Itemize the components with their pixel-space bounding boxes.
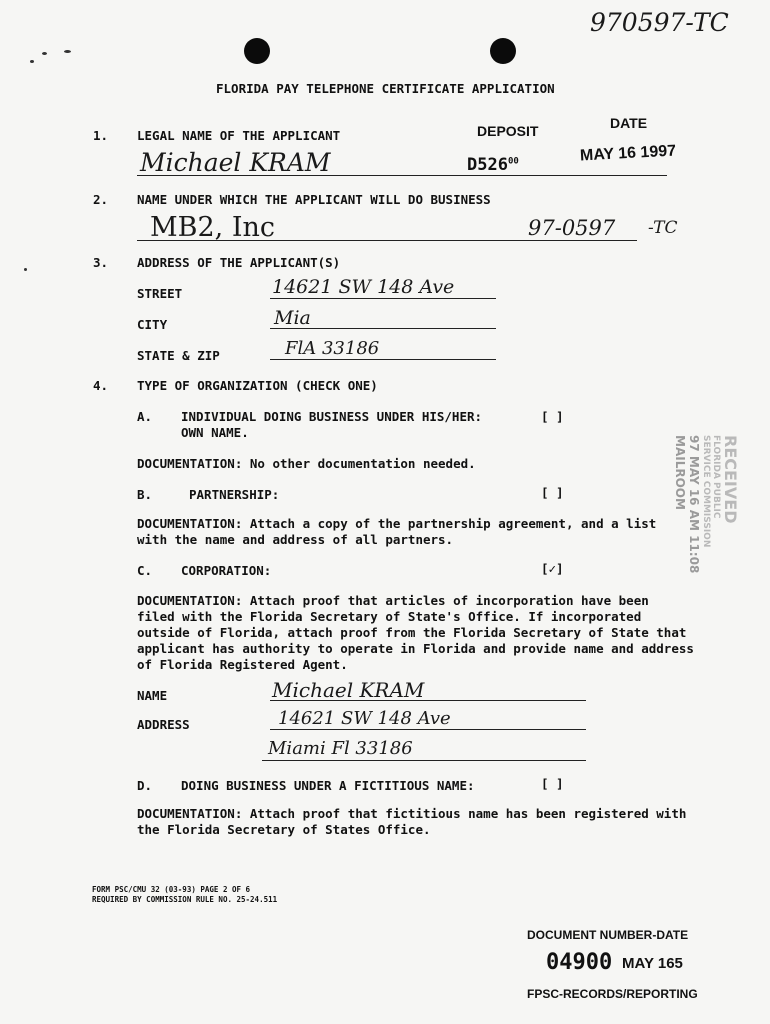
deposit-label: DEPOSIT — [477, 123, 539, 139]
state-zip-label: STATE & ZIP — [137, 348, 220, 363]
option-b-documentation-line1: DOCUMENTATION: Attach a copy of the partnership agreement, and a list — [137, 516, 657, 531]
option-b-documentation-line2: with the name and address of all partners. — [137, 532, 454, 547]
received-stamp-line2: FLORIDA PUBLIC — [711, 435, 721, 519]
option-d-documentation-line1: DOCUMENTATION: Attach proof that fictitious name has been registered with — [137, 806, 687, 821]
option-c-letter: C. — [137, 563, 153, 578]
option-d-documentation-line2: the Florida Secretary of States Office. — [137, 822, 431, 837]
doc-number: 04900 — [546, 950, 613, 975]
received-stamp-line3: SERVICE COMMISSION — [701, 435, 711, 548]
city-value: Mia — [274, 307, 311, 329]
agent-address-underline2 — [262, 760, 586, 761]
form-number: FORM PSC/CMU 32 (03-93) PAGE 2 OF 6 — [92, 885, 251, 894]
date-stamp: MAY 16 1997 — [579, 142, 677, 165]
agent-address-line2: Miami Fl 33186 — [268, 738, 413, 759]
q2-business-name: MB2, Inc — [150, 212, 276, 243]
q3-label: ADDRESS OF THE APPLICANT(S) — [137, 255, 341, 270]
received-stamp-line5: MAILROOM — [673, 435, 687, 510]
option-a-documentation: DOCUMENTATION: No other documentation needed. — [137, 456, 476, 471]
city-underline — [270, 328, 496, 329]
option-b-label: PARTNERSHIP: — [189, 487, 280, 502]
date-label: DATE — [610, 115, 648, 131]
option-c-documentation-line5: of Florida Registered Agent. — [137, 657, 348, 672]
q1-label: LEGAL NAME OF THE APPLICANT — [137, 128, 341, 143]
q2-label: NAME UNDER WHICH THE APPLICANT WILL DO BUSINESS — [137, 192, 491, 207]
option-d-letter: D. — [137, 778, 153, 793]
q1-underline — [137, 175, 667, 176]
street-underline — [270, 298, 496, 299]
doc-number-label: DOCUMENT NUMBER-DATE — [527, 928, 689, 942]
doc-office: FPSC-RECORDS/REPORTING — [527, 987, 698, 1001]
scan-speck — [30, 60, 34, 63]
option-d-label: DOING BUSINESS UNDER A FICTITIOUS NAME: — [181, 778, 475, 793]
street-label: STREET — [137, 286, 183, 301]
received-stamp-line1: RECEIVED — [721, 435, 740, 524]
option-c-label: CORPORATION: — [181, 563, 272, 578]
agent-address-underline1 — [270, 729, 586, 730]
state-zip-value: FlA 33186 — [285, 338, 380, 359]
received-stamp — [580, 435, 740, 574]
form-rule: REQUIRED BY COMMISSION RULE NO. 25-24.511 — [92, 895, 278, 904]
q2-docket-number: 97-0597 — [528, 216, 616, 240]
top-docket-annotation: 970597-TC — [590, 8, 729, 37]
option-c-documentation-line4: applicant has authority to operate in Florida and provide name and address — [137, 641, 694, 656]
q4-number: 4. — [93, 378, 109, 393]
scan-speck — [24, 268, 27, 271]
agent-name-label: NAME — [137, 688, 168, 703]
option-c-checkbox[interactable]: [✓] — [541, 561, 564, 576]
doc-number-date: MAY 165 — [622, 955, 683, 972]
q2-docket-suffix: -TC — [648, 218, 678, 238]
scan-speck — [42, 52, 47, 55]
option-c-documentation-line3: outside of Florida, attach proof from the Florida Secretary of State that — [137, 625, 687, 640]
option-d-checkbox[interactable]: [ ] — [541, 776, 564, 791]
agent-name-underline — [270, 700, 586, 701]
punch-hole-right — [490, 38, 516, 64]
option-c-documentation-line1: DOCUMENTATION: Attach proof that articles of incorporation have been — [137, 593, 649, 608]
street-value: 14621 SW 148 Ave — [272, 276, 455, 298]
state-zip-underline — [270, 359, 496, 360]
agent-name-value: Michael KRAM — [272, 678, 425, 702]
scan-speck — [64, 50, 71, 53]
punch-hole-left — [244, 38, 270, 64]
agent-address-line1: 14621 SW 148 Ave — [278, 708, 451, 729]
option-c-documentation-line2: filed with the Florida Secretary of State's Office. If incorporated — [137, 609, 642, 624]
city-label: CITY — [137, 317, 168, 332]
q3-number: 3. — [93, 255, 109, 270]
page-title: FLORIDA PAY TELEPHONE CERTIFICATE APPLICATION — [216, 81, 555, 96]
option-a-letter: A. — [137, 409, 153, 424]
q2-number: 2. — [93, 192, 109, 207]
agent-address-label: ADDRESS — [137, 717, 190, 732]
q2-underline — [137, 240, 637, 241]
option-a-label-line1: INDIVIDUAL DOING BUSINESS UNDER HIS/HER: — [181, 409, 483, 424]
received-stamp-line4: 97 MAY 16 AM 11:08 — [687, 435, 701, 574]
option-a-label-line2: OWN NAME. — [181, 425, 249, 440]
q1-applicant-name: Michael KRAM — [140, 148, 331, 177]
deposit-number: $D526^{00}$ — [467, 155, 519, 175]
option-b-checkbox[interactable]: [ ] — [541, 485, 564, 500]
q4-label: TYPE OF ORGANIZATION (CHECK ONE) — [137, 378, 378, 393]
option-b-letter: B. — [137, 487, 153, 502]
q1-number: 1. — [93, 128, 109, 143]
option-a-checkbox[interactable]: [ ] — [541, 409, 564, 424]
